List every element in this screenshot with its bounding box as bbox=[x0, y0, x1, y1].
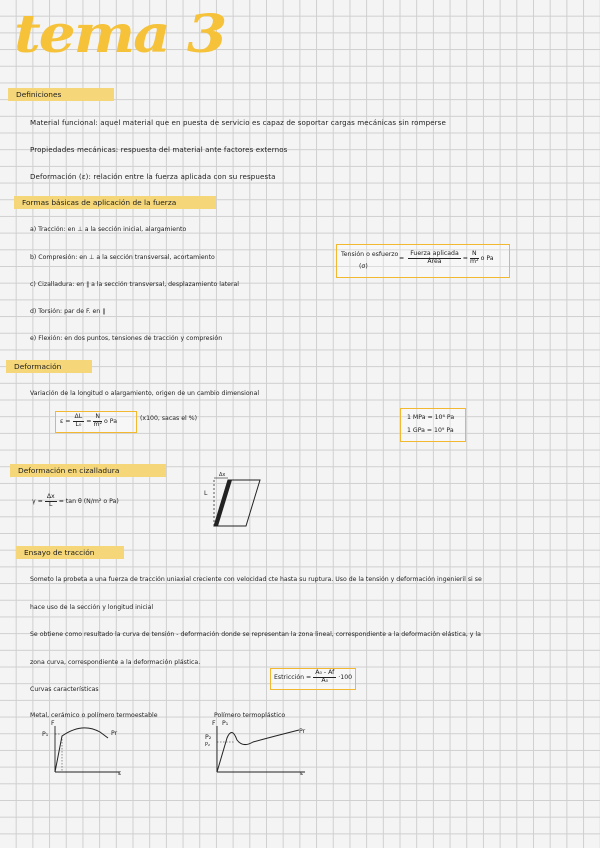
estriccion-mult: ·100 bbox=[338, 673, 353, 681]
stress-den2: m² bbox=[470, 257, 479, 265]
graph2-p1-label: P₁ bbox=[222, 720, 229, 727]
strain-den: L₀ bbox=[75, 420, 82, 428]
force-cizalladura: c) Cizalladura: en ∥ a la sección transversal, desplazamiento lateral bbox=[30, 281, 240, 288]
graph2-side-label: P₂ bbox=[205, 742, 211, 748]
stress-num: Fuerza aplicada bbox=[410, 250, 459, 257]
ensayo-line-2: hace uso de la sección y longitud inicial bbox=[30, 604, 154, 611]
stress-formula-box: Tensión o esfuerzo (σ) = $\frac{\text{Fuerza aplicada}}{\text{Área}}$ = $\frac{N}{\text{m²}}$ o Pa bbox=[336, 244, 510, 278]
stress-symbol: (σ) bbox=[359, 263, 368, 270]
force-traccion: a) Tracción: en ⊥ a la sección inicial, alargamiento bbox=[30, 226, 187, 233]
shear-num: Δx bbox=[46, 493, 55, 500]
shear-diagram bbox=[200, 470, 270, 530]
unit-gpa: 1 GPa = 10⁹ Pa bbox=[407, 427, 454, 434]
graph1-p1-label: P₁ bbox=[42, 731, 49, 738]
unit-mpa: 1 MPa = 10⁶ Pa bbox=[407, 414, 455, 421]
graph2-y-label: F bbox=[212, 720, 216, 727]
section-deformacion: Deformación bbox=[6, 360, 92, 373]
estriccion-num: A₀ - Af bbox=[315, 669, 335, 676]
graph1-x-label: ε bbox=[118, 770, 122, 777]
strain-num: ΔL bbox=[74, 413, 83, 420]
ensayo-line-3: Se obtiene como resultado la curva de tensión - deformación donde se representan la zona lineal, correspondiente a la deformación elástica, y la bbox=[30, 631, 481, 638]
stress-unit: o Pa bbox=[480, 254, 494, 262]
shear-rhs: = tan θ (N/m² o Pa) bbox=[58, 497, 119, 505]
shear-dx-label: Δx bbox=[219, 472, 226, 478]
force-flexion: e) Flexión: en dos puntos, tensiones de tracción y compresión bbox=[30, 335, 223, 342]
def-propiedades: Propiedades mecánicas: respuesta del material ante factores externos bbox=[30, 145, 288, 154]
section-ensayo: Ensayo de tracción bbox=[16, 546, 124, 559]
estriccion-den: A₀ bbox=[321, 676, 329, 684]
shear-l-label: L bbox=[204, 490, 208, 497]
stress-label: Tensión o esfuerzo bbox=[341, 251, 399, 258]
section-cizalladura: Deformación en cizalladura bbox=[10, 464, 166, 477]
shear-formula bbox=[32, 494, 119, 509]
def-material-funcional: Material funcional: aquel material que en puesta de servicio es capaz de soportar cargas mecánicas sin romperse bbox=[30, 118, 446, 127]
def-deformacion: Deformación (ε): relación entre la fuerza aplicada con su respuesta bbox=[30, 172, 276, 181]
shear-den: L bbox=[49, 500, 53, 508]
estriccion-label: Estricción = bbox=[274, 673, 312, 681]
section-definiciones: Definiciones bbox=[8, 88, 114, 101]
force-torsion: d) Torsión: par de F. en ∥ bbox=[30, 308, 106, 315]
graph1-title: Metal, cerámico o polímero termoestable bbox=[30, 712, 158, 719]
graph1-pr-label: Pr bbox=[111, 730, 118, 737]
ensayo-line-4: zona curva, correspondiente a la deformación plástica. bbox=[30, 659, 201, 666]
force-compresion: b) Compresión: en ⊥ a la sección transversal, acortamiento bbox=[30, 254, 215, 261]
graph1-y-label: F bbox=[51, 720, 55, 727]
strain-formula-box: ε = $\frac{\Delta L}{\text{L₀}}$ = $\frac{N}{\text{m²}}$ o Pa bbox=[55, 411, 137, 433]
page-title: tema 3 bbox=[14, 3, 226, 65]
strain-lhs: ε = bbox=[60, 417, 71, 425]
deformacion-text: Variación de la longitud o alargamiento, origen de un cambio dimensional bbox=[30, 390, 260, 397]
shear-lhs: γ = bbox=[32, 497, 43, 505]
strain-num2: N bbox=[95, 413, 101, 420]
graph2-x-label: ε bbox=[300, 770, 304, 777]
graph2-title: Polímero termoplástico bbox=[214, 712, 286, 719]
ensayo-line-1: Someto la probeta a una fuerza de tracción uniaxial creciente con velocidad cte hasta su ruptura. Uso de la tensión y deformación ingenieril si se bbox=[30, 576, 482, 583]
stress-den: Área bbox=[427, 257, 442, 265]
units-box bbox=[400, 408, 466, 442]
strain-note: (x100, sacas el %) bbox=[140, 415, 198, 422]
stress-num2: N bbox=[471, 250, 477, 257]
curvas-label: Curvas características bbox=[30, 686, 99, 693]
strain-den2: m² bbox=[93, 420, 102, 428]
graph2-p2-label: P₂ bbox=[205, 734, 212, 741]
graph2-pr-label: Pr bbox=[299, 728, 306, 735]
estriccion-box bbox=[270, 668, 356, 690]
section-formas: Formas básicas de aplicación de la fuerza bbox=[14, 196, 216, 209]
strain-unit: o Pa bbox=[104, 417, 118, 425]
